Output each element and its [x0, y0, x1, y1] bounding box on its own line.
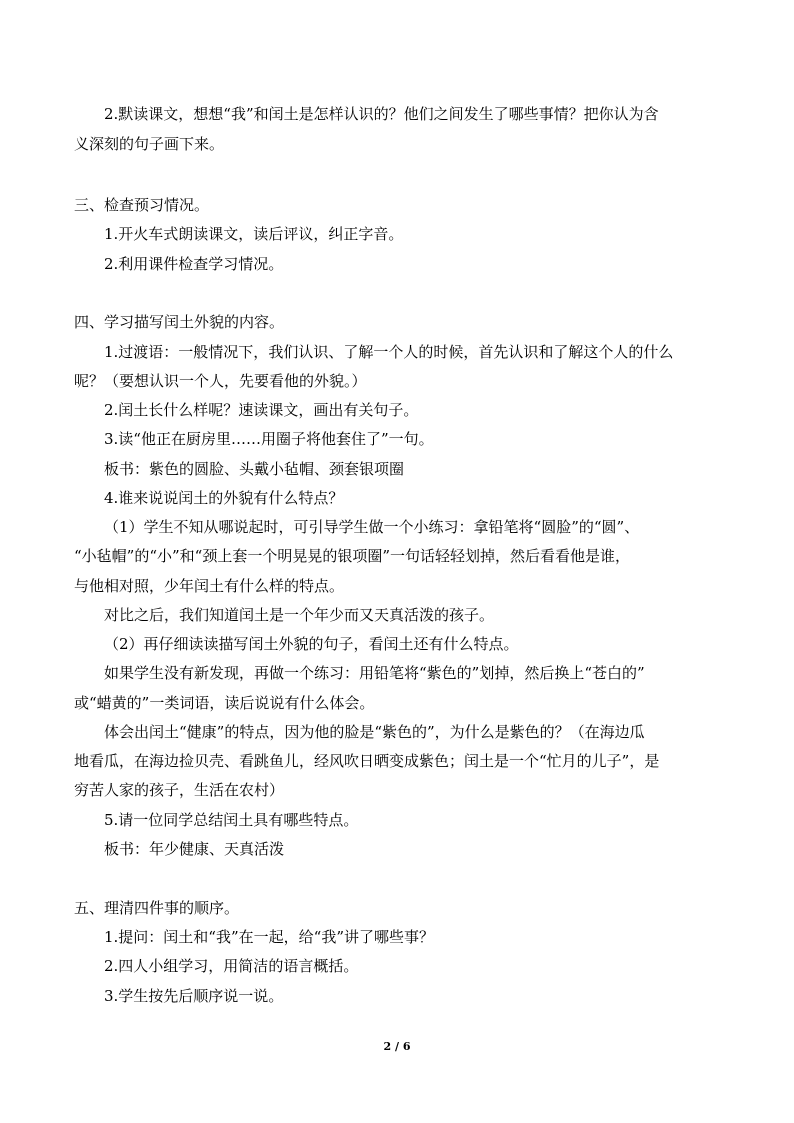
text-line: 如果学生没有新发现，再做一个练习：用铅笔将“紫色的”划掉，然后换上“苍白的”	[104, 664, 645, 682]
section-heading: 三、检查预习情况。	[74, 196, 210, 214]
text-line: （2）再仔细读读描写闰土外貌的句子，看闰土还有什么特点。	[104, 635, 519, 653]
text-line: 呢？（要想认识一个人，先要看他的外貌。）	[74, 372, 367, 390]
text-line: 1.开火车式朗读课文，读后评议，纠正字音。	[104, 225, 404, 243]
text-line: 1.提问：闰土和“我”在一起，给“我”讲了哪些事？	[104, 928, 434, 946]
text-line: 与他相对照，少年闰土有什么样的特点。	[74, 577, 345, 595]
blackboard-note: 板书：紫色的圆脸、头戴小毡帽、颈套银项圈	[104, 460, 405, 478]
text-line: 2.利用课件检查学习情况。	[104, 255, 284, 273]
page-number: 2 / 6	[383, 1040, 411, 1053]
text-line: 3.学生按先后顺序说一说。	[104, 987, 284, 1005]
text-line: 穷苦人家的孩子，生活在农村）	[74, 781, 285, 799]
text-line: 5.请一位同学总结闰土具有哪些特点。	[104, 811, 359, 829]
text-line: 2.默读课文，想想“我”和闰土是怎样认识的？他们之间发生了哪些事情？把你认为含	[104, 105, 659, 123]
blackboard-note: 板书：年少健康、天真活泼	[104, 840, 285, 858]
text-line: 2.闰土长什么样呢？速读课文，画出有关句子。	[104, 401, 419, 419]
section-heading: 五、理清四件事的顺序。	[74, 899, 240, 917]
text-line: “小毡帽”的“小”和“颈上套一个明晃晃的银项圈”一句话轻轻划掉，然后看看他是谁，	[74, 547, 631, 565]
text-line: （1）学生不知从哪说起时，可引导学生做一个小练习：拿铅笔将“圆脸”的“圆”、	[104, 518, 640, 536]
section-heading: 四、学习描写闰土外貌的内容。	[74, 313, 285, 331]
text-line: 3.读“他正在厨房里……用圈子将他套住了”一句。	[104, 430, 434, 448]
text-line: 4.谁来说说闰土的外貌有什么特点？	[104, 489, 344, 507]
text-line: 或“蜡黄的”一类词语，读后说说有什么体会。	[74, 694, 375, 712]
text-line: 义深刻的句子画下来。	[74, 135, 225, 153]
text-line: 1.过渡语：一般情况下，我们认识、了解一个人的时候，首先认识和了解这个人的什么	[104, 343, 674, 361]
text-line: 体会出闰土“健康”的特点，因为他的脸是“紫色的”，为什么是紫色的？（在海边瓜	[104, 723, 645, 741]
text-line: 地看瓜，在海边捡贝壳、看跳鱼儿，经风吹日晒变成紫色；闰土是一个“忙月的儿子”，是	[74, 752, 660, 770]
text-line: 2.四人小组学习，用简洁的语言概括。	[104, 957, 359, 975]
text-line: 对比之后，我们知道闰土是一个年少而又天真活泼的孩子。	[104, 606, 495, 624]
